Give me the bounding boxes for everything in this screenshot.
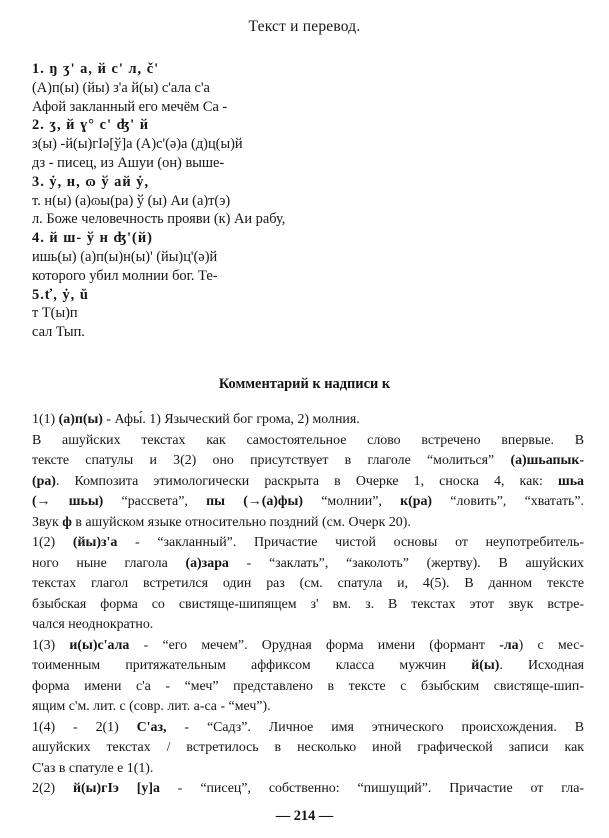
inscription-line-translation: сал Тып.	[32, 324, 85, 341]
commentary-line	[32, 759, 584, 780]
text-segment: тексте спатулы и 3(2) оно присутствует в глаголе “молиться”	[32, 453, 511, 468]
text-segment: . Исходная	[499, 658, 584, 673]
text-segment: 1(4) - 2(1)	[32, 719, 137, 735]
bold-term: (а)шьапык-	[510, 453, 584, 468]
commentary-line	[32, 718, 584, 739]
text-segment: 1(2)	[32, 535, 73, 550]
commentary-line	[32, 492, 584, 513]
bold-term: С'аз,	[136, 719, 167, 735]
bold-term: й(ы)гIэ [у]а	[73, 781, 160, 796]
text-segment: 1(1)	[32, 412, 59, 427]
text-segment: “молнии”,	[303, 494, 401, 509]
text-segment: Звук	[32, 514, 63, 530]
text-segment: - “писец”, собственно: “пишущий”. Причастие от гла-	[159, 781, 584, 796]
inscription-line-reading: з(ы) -й(ы)гIə[ў]а (А)с'(ә)а (д)ц(ы)й	[32, 136, 243, 153]
bold-term: (а)п(ы)	[58, 412, 103, 427]
inscription-line-translit: 5.ť, ẏ, ŭ	[32, 286, 89, 303]
bold-term: -ла	[499, 637, 519, 653]
bold-term: пы (→(а)фы)	[206, 494, 303, 509]
commentary-line	[32, 697, 584, 718]
text-segment: бзыбская форма со свистяще-шипящем з' вм. з. В текстах этот звук встре-	[32, 596, 584, 612]
text-segment: - “заклать”, “заколоть” (жертву). В ашуйских	[228, 555, 584, 571]
text-segment: 1(3)	[32, 637, 70, 653]
bold-term: и(ы)с'ала	[69, 637, 130, 653]
commentary-line	[32, 513, 584, 534]
inscription-line-translation: Афой закланный его мечём Са -	[32, 98, 228, 115]
text-segment: текстах глагол встретился один раз (см. спатула и, 4(5). В данном тексте	[32, 576, 584, 591]
inscription-line-reading: (А)п(ы) (йы) з'а й(ы) с'ала с'а	[32, 79, 210, 96]
text-segment: В ашуйских текстах как самостоятельное слово встречено впервые. В	[32, 432, 584, 448]
bold-term: к(ра)	[400, 494, 433, 509]
bold-term: (йы)з'а	[72, 535, 118, 550]
text-segment: в ашуйском языке относительно поздний (см. Очерк 20).	[71, 514, 411, 530]
text-segment: - “Садз”. Личное имя этнического происхождения. В	[166, 719, 584, 735]
text-segment: чался неоднократно.	[32, 617, 154, 632]
bold-term: (→ шьы)	[32, 494, 104, 509]
bold-term: й(ы)	[471, 658, 500, 673]
bold-term: шьа	[557, 473, 584, 489]
commentary-heading: Комментарий к надписи к	[218, 376, 391, 392]
commentary-line	[32, 410, 584, 431]
inscription-line-translit: 2. ʒ, й ɣ° c' ʤ' й	[32, 117, 150, 134]
text-segment: 2(2)	[32, 781, 74, 796]
commentary-line	[32, 738, 584, 759]
commentary-line	[32, 574, 584, 595]
page-number: — 214 —	[275, 808, 334, 824]
inscription-line-reading: т Т(ы)п	[32, 305, 78, 322]
inscription-line-translit: 4. й ш- ў н ʤ'(й)	[32, 230, 153, 247]
text-segment: тоименным притяжательным аффиксом класса мужчин	[32, 658, 472, 673]
text-segment: С'аз в спатуле е 1(1).	[32, 760, 154, 776]
commentary-line	[32, 636, 584, 657]
commentary-line	[32, 431, 584, 452]
inscription-line-reading: т. н(ы) (а)ɷы(ра) ў (ы) Аи (а)т(э)	[32, 192, 231, 209]
text-segment: ) с мес-	[518, 637, 584, 653]
inscription-line-translation: которого убил молнии бог. Те-	[32, 267, 218, 284]
text-segment: “рассвета”,	[103, 494, 207, 509]
text-segment: “ловить”, “хватать”.	[432, 494, 584, 509]
bold-term: (ра)	[32, 473, 56, 489]
inscription-line-translation: л. Боже человечность прояви (к) Аи рабу,	[32, 211, 286, 228]
commentary-line	[32, 615, 584, 636]
inscription-line-reading: ишь(ы) (а)п(ы)н(ы)' (йы)ц'(ә)й	[32, 248, 218, 265]
text-segment: - “закланный”. Причастие чистой основы от неупотребитель-	[117, 535, 584, 550]
inscription-line-translation: дз - писец, из Ашуи (он) выше-	[32, 154, 225, 171]
commentary-line	[32, 554, 584, 575]
commentary-line	[32, 533, 584, 554]
commentary-line	[32, 451, 584, 472]
text-segment: форма имени с'а - “меч” представлено в тексте с бзыбским свистяще-шип-	[32, 678, 584, 694]
text-segment: ашуйских текстах / встретилось в несколько иной графической записи как	[32, 740, 584, 755]
text-segment: ящим с'м. лит. с (совр. лит. а-са - “меч”).	[32, 699, 271, 714]
commentary-line	[32, 472, 584, 493]
inscription-line-translit: 1. ŋ ʒ' a, й c' л, č'	[32, 61, 160, 77]
commentary-block	[32, 410, 584, 800]
inscription-line-translit: 3. ẏ, н, ɷ ў ай ẏ,	[32, 173, 150, 190]
text-segment: - “его мечем”. Орудная форма имени (формант	[129, 637, 500, 653]
bold-term: ф	[62, 514, 72, 530]
text-segment: . Композита этимологически раскрыта в Очерке 1, сноска 4, как:	[55, 473, 558, 489]
commentary-line	[32, 595, 584, 616]
inscription-block	[32, 60, 552, 342]
page-title: Текст и перевод.	[248, 18, 361, 35]
commentary-line	[32, 677, 584, 698]
text-segment: ного ныне глагола	[32, 555, 186, 571]
commentary-line	[32, 779, 584, 800]
bold-term: (а)зара	[185, 555, 229, 571]
text-segment: - Афы́. 1) Языческий бог грома, 2) молния.	[102, 412, 360, 427]
commentary-line	[32, 656, 584, 677]
